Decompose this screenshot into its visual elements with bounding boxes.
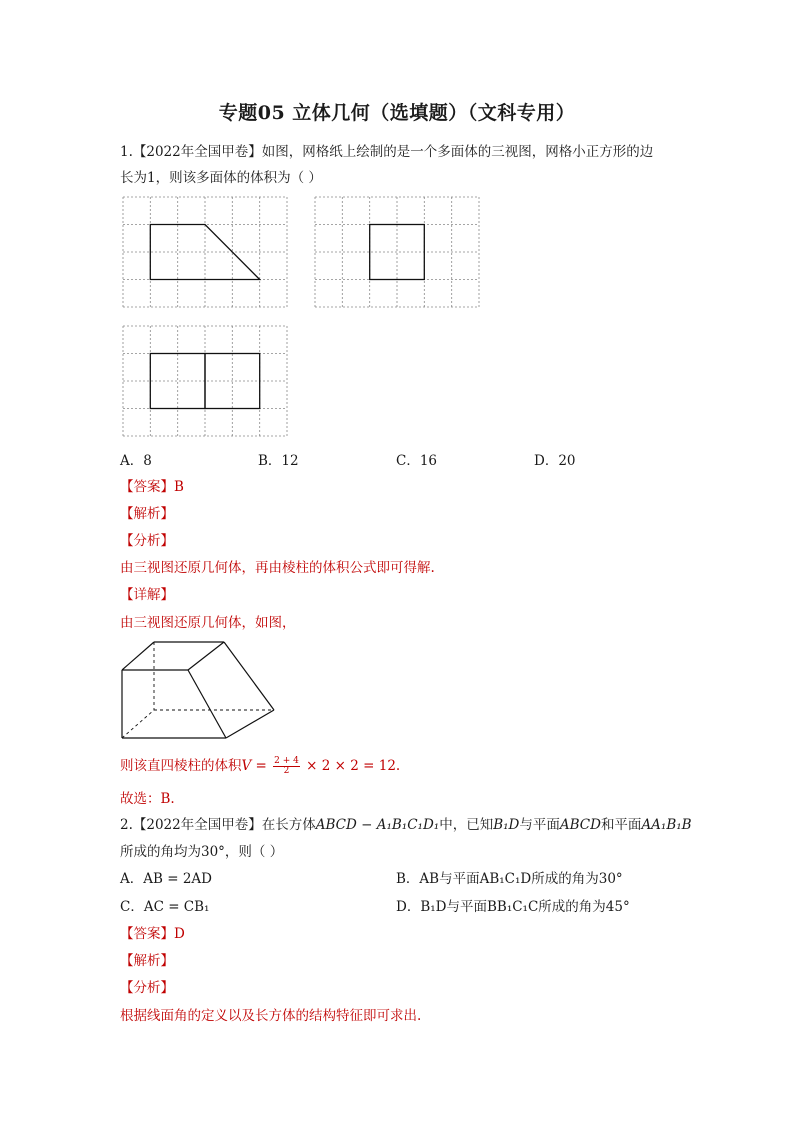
q2-option-d[interactable]: D．B₁D与平面BB₁C₁C所成的角为45°: [396, 899, 630, 915]
volume-rest: × 2 × 2 = 12.: [301, 758, 401, 774]
q2-stem-b: ABCD − A₁B₁C₁D₁: [315, 817, 440, 833]
volume-symbol: V: [241, 758, 252, 774]
q2-answer: 【答案】D: [120, 926, 185, 942]
q2-stem-c: 中，已知: [439, 817, 494, 833]
volume-eq: =: [251, 758, 272, 774]
q1-conclusion: 故选：B.: [120, 791, 175, 807]
q1-answer: 【答案】B: [120, 479, 184, 495]
q2-stem-g: 和平面: [600, 817, 642, 833]
top-view-grid: [122, 325, 290, 437]
q1-xiangjie-text: 由三视图还原几何体，如图，: [120, 615, 296, 631]
q2-jiexi-heading: 【解析】: [120, 953, 174, 969]
fraction-numerator: 2 + 4: [274, 756, 299, 766]
volume-prefix: 则该直四棱柱的体积: [120, 758, 242, 774]
q1-xiangjie-heading: 【详解】: [120, 587, 174, 603]
front-view-grid: [122, 196, 290, 308]
q1-volume-formula: [120, 754, 400, 776]
q1-option-b[interactable]: B．12: [258, 453, 299, 469]
volume-fraction: [273, 757, 300, 776]
q2-stem-line2: 所成的角均为30°，则（ ）: [120, 844, 284, 860]
q1-option-a[interactable]: A．8: [120, 453, 152, 469]
q2-stem-d: B₁D: [493, 817, 520, 833]
q1-option-d[interactable]: D．20: [534, 453, 576, 469]
q2-stem-h: AA₁B₁B: [641, 817, 692, 833]
q2-fenxi-text: 根据线面角的定义以及长方体的结构特征即可求出.: [120, 1008, 422, 1024]
fraction-denominator: 2: [283, 766, 290, 776]
q2-stem-a: 2.【2022年全国甲卷】在长方体: [120, 817, 316, 833]
q2-stem-line1: [120, 813, 692, 833]
page-title: 专题05 立体几何（选填题）（文科专用）: [218, 102, 576, 124]
q1-fenxi-text: 由三视图还原几何体，再由棱柱的体积公式即可得解.: [120, 560, 435, 576]
q2-stem-f: ABCD: [559, 817, 601, 833]
q2-stem-e: 与平面: [519, 817, 560, 833]
q2-fenxi-heading: 【分析】: [120, 980, 174, 996]
prism-figure: [118, 638, 278, 742]
q1-stem-line2: 长为1，则该多面体的体积为（ ）: [120, 170, 322, 186]
q2-option-a[interactable]: A．AB = 2AD: [120, 871, 212, 887]
q1-option-c[interactable]: C．16: [396, 453, 438, 469]
q1-jiexi-heading: 【解析】: [120, 506, 174, 522]
q1-stem-line1: 1.【2022年全国甲卷】如图，网格纸上绘制的是一个多面体的三视图，网格小正方形的边: [120, 144, 654, 160]
side-view-grid: [314, 196, 482, 308]
q1-fenxi-heading: 【分析】: [120, 533, 174, 549]
q2-option-c[interactable]: C．AC = CB₁: [120, 899, 210, 915]
q2-option-b[interactable]: B．AB与平面AB₁C₁D所成的角为30°: [396, 871, 623, 887]
